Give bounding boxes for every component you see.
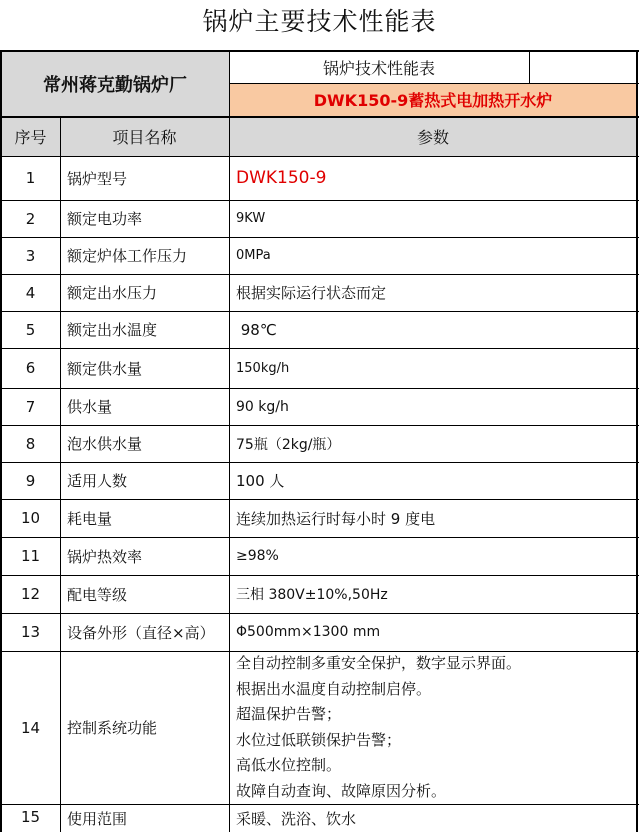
grid-line xyxy=(0,613,639,614)
row-value: 98℃ xyxy=(236,320,277,339)
row-item: 额定出水压力 xyxy=(67,284,158,302)
grid-line xyxy=(0,50,639,52)
row-no: 4 xyxy=(25,283,36,302)
row-no: 7 xyxy=(25,397,36,416)
control-function-line: 全自动控制多重安全保护，数字显示界面。 xyxy=(236,654,522,672)
row-no: 13 xyxy=(20,623,41,641)
row-item: 适用人数 xyxy=(67,472,128,490)
grid-line xyxy=(60,117,61,832)
row-value: 根据实际运行状态而定 xyxy=(236,284,387,302)
grid-line xyxy=(0,575,639,576)
row-item: 供水量 xyxy=(67,398,113,416)
row-no: 5 xyxy=(25,320,36,339)
row-value: 75瓶（2kg/瓶） xyxy=(236,436,341,453)
control-functions-list xyxy=(229,651,637,804)
grid-line xyxy=(0,311,639,312)
grid-line xyxy=(0,348,639,349)
row-value: 100 人 xyxy=(236,472,285,490)
row-value: 采暖、洗浴、饮水 xyxy=(236,810,357,828)
grid-line xyxy=(0,274,639,275)
row-value: DWK150-9 xyxy=(236,168,327,188)
row-value: Φ500mm×1300 mm xyxy=(236,624,381,640)
row-value: ≥98% xyxy=(236,548,279,564)
control-function-line: 故障自动查询、故障原因分析。 xyxy=(236,781,447,800)
row-no: 1 xyxy=(25,169,36,187)
grid-line xyxy=(529,51,530,83)
row-item: 额定炉体工作压力 xyxy=(67,247,188,265)
row-item: 控制系统功能 xyxy=(67,719,158,737)
company-name: 常州蒋克勤锅炉厂 xyxy=(1,51,229,116)
grid-line xyxy=(0,116,639,118)
control-function-line: 水位过低联锁保护告警； xyxy=(236,730,402,749)
row-no: 14 xyxy=(20,718,41,737)
header-param: 参数 xyxy=(229,117,637,156)
row-item: 额定电功率 xyxy=(67,210,143,228)
grid-line xyxy=(0,425,639,426)
grid-line xyxy=(636,50,638,832)
row-no: 3 xyxy=(25,246,36,265)
row-no: 8 xyxy=(25,434,36,453)
row-no: 6 xyxy=(25,359,36,377)
grid-line xyxy=(229,50,230,832)
row-no: 15 xyxy=(20,808,41,826)
row-value: 150kg/h xyxy=(236,360,290,376)
grid-line xyxy=(0,388,639,389)
grid-line xyxy=(0,462,639,463)
grid-line xyxy=(0,156,639,157)
grid-line xyxy=(0,200,639,201)
row-item: 设备外形（直径×高） xyxy=(67,623,215,642)
row-item: 配电等级 xyxy=(67,585,128,604)
row-value: 三相 380V±10%,50Hz xyxy=(236,587,388,603)
row-value: 90 kg/h xyxy=(236,398,289,415)
row-item: 额定出水温度 xyxy=(67,321,158,339)
row-item: 耗电量 xyxy=(67,509,113,528)
row-item: 额定供水量 xyxy=(67,359,143,378)
row-no: 10 xyxy=(20,509,41,527)
row-no: 2 xyxy=(25,209,36,228)
row-item: 使用范围 xyxy=(67,810,128,828)
row-item: 锅炉型号 xyxy=(67,169,128,188)
row-no: 9 xyxy=(25,471,36,490)
row-value: 9KW xyxy=(236,211,266,226)
row-no: 11 xyxy=(20,547,41,565)
row-value: 0MPa xyxy=(236,248,271,263)
control-function-line: 高低水位控制。 xyxy=(236,756,342,774)
grid-line xyxy=(0,804,639,805)
grid-line xyxy=(0,237,639,238)
grid-line xyxy=(0,651,639,652)
grid-line xyxy=(0,499,639,500)
control-function-line: 超温保护告警； xyxy=(236,705,342,723)
control-function-line: 根据出水温度自动控制启停。 xyxy=(236,679,432,698)
page-title: 锅炉主要技术性能表 xyxy=(202,7,437,36)
model-title: DWK150-9蓄热式电加热开水炉 xyxy=(229,83,637,116)
row-item: 锅炉热效率 xyxy=(67,547,143,566)
row-value: 连续加热运行时每小时 9 度电 xyxy=(236,509,436,528)
grid-line xyxy=(0,50,2,832)
table-title: 锅炉技术性能表 xyxy=(322,58,435,78)
grid-line xyxy=(0,537,639,538)
header-no: 序号 xyxy=(1,117,60,156)
grid-line xyxy=(229,83,639,84)
header-item: 项目名称 xyxy=(60,117,229,156)
row-item: 泡水供水量 xyxy=(67,435,143,453)
row-no: 12 xyxy=(20,585,41,603)
